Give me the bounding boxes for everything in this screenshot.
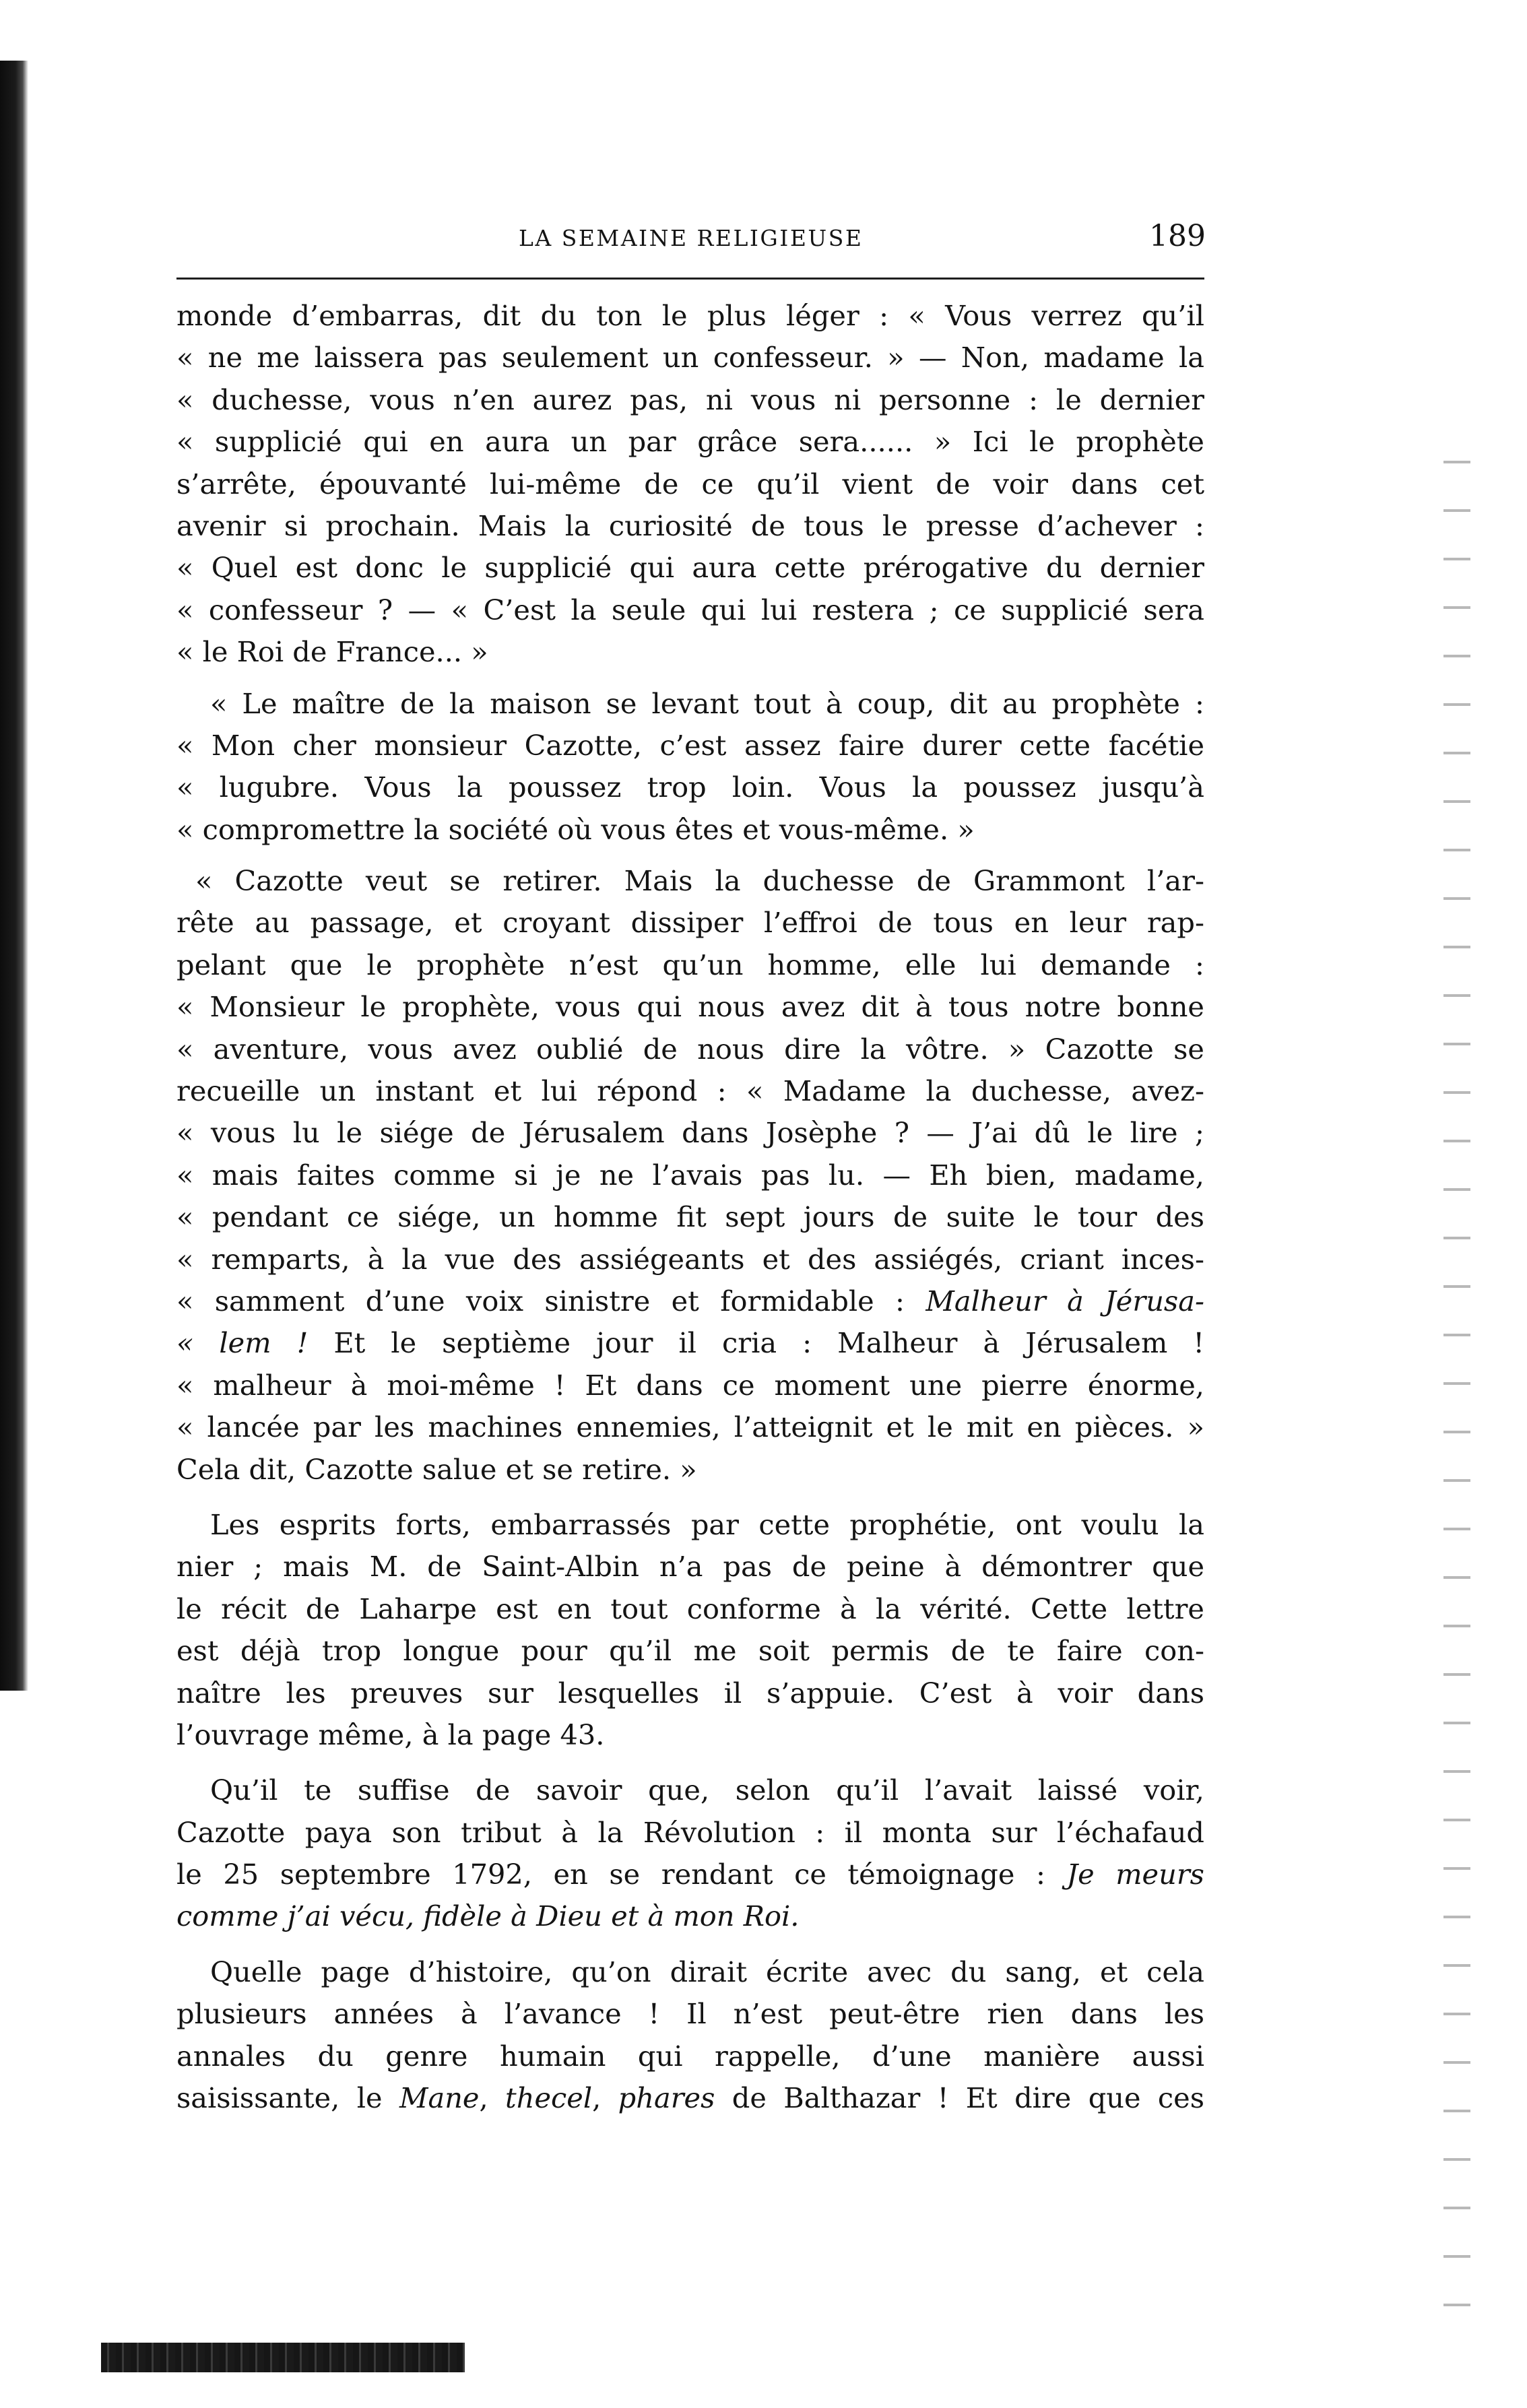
italic-fragment: Malheur à Jérusa- bbox=[925, 1284, 1204, 1317]
text-line: « mais faites comme si je ne l’avais pas lu. — Eh bien, madame, bbox=[176, 1158, 1204, 1192]
text-line: « vous lu le siége de Jérusalem dans Josèphe ? — J’ai dû le lire ; bbox=[176, 1116, 1204, 1150]
text-line: annales du genre humain qui rappelle, d’une manière aussi bbox=[176, 2039, 1204, 2073]
text-line-with-italic bbox=[176, 1280, 1204, 1322]
scan-edge-left bbox=[0, 61, 28, 1691]
text-line: est déjà trop longue pour qu’il me soit permis de te faire con- bbox=[176, 1634, 1204, 1668]
text-line: s’arrête, épouvanté lui-même de ce qu’il vient de voir dans cet bbox=[176, 467, 1204, 500]
text-line: « Monsieur le prophète, vous qui nous avez dit à tous notre bonne bbox=[176, 990, 1204, 1024]
text-fragment: saisissante, le bbox=[176, 2081, 383, 2115]
text-line-with-italic bbox=[176, 1854, 1204, 1895]
italic-fragment: comme j’ai vécu, fidèle à Dieu et à mon Roi. bbox=[176, 1899, 800, 1933]
running-title: LA SEMAINE RELIGIEUSE bbox=[519, 225, 864, 251]
text-line: « lancée par les machines ennemies, l’atteignit et le mit en pièces. » bbox=[176, 1410, 1204, 1444]
separator: , bbox=[592, 2081, 618, 2115]
italic-fragment: Mane bbox=[399, 2081, 480, 2115]
text-line: « pendant ce siége, un homme fit sept jours de suite le tour des bbox=[176, 1200, 1204, 1234]
text-line: monde d’embarras, dit du ton le plus léger : « Vous verrez qu’il bbox=[176, 299, 1204, 332]
text-line-italic bbox=[176, 1895, 1204, 1937]
text-line: « ne me laissera pas seulement un confesseur. » — Non, madame la bbox=[176, 341, 1204, 375]
text-line: avenir si prochain. Mais la curiosité de tous le presse d’achever : bbox=[176, 509, 1204, 542]
scan-speckles bbox=[1443, 438, 1470, 2337]
body-text bbox=[176, 295, 1204, 2119]
separator: , bbox=[479, 2081, 506, 2115]
text-line-with-italic bbox=[176, 1322, 1204, 1364]
text-line: Les esprits forts, embarrassés par cette prophétie, ont voulu la bbox=[210, 1507, 1204, 1541]
text-line: « remparts, à la vue des assiégeants et des assiégés, criant inces- bbox=[176, 1242, 1204, 1276]
text-line: « aventure, vous avez oublié de nous dire la vôtre. » Cazotte se bbox=[176, 1032, 1204, 1066]
italic-fragment: « lem ! bbox=[176, 1326, 308, 1360]
text-line: naître les preuves sur lesquelles il s’appuie. C’est à voir dans bbox=[176, 1676, 1204, 1710]
text-line: « lugubre. Vous la poussez trop loin. Vous la poussez jusqu’à bbox=[176, 771, 1204, 804]
header-rule bbox=[176, 278, 1204, 280]
text-line: Qu’il te suffise de savoir que, selon qu’il l’avait laissé voir, bbox=[210, 1774, 1204, 1807]
text-line: rête au passage, et croyant dissiper l’effroi de tous en leur rap- bbox=[176, 906, 1204, 940]
italic-fragment: phares bbox=[618, 2081, 715, 2115]
text-line: pelant que le prophète n’est qu’un homme, elle lui demande : bbox=[176, 948, 1204, 981]
text-line: « Quel est donc le supplicié qui aura cette prérogative du dernier bbox=[176, 551, 1204, 585]
text-line: « Cazotte veut se retirer. Mais la duchesse de Grammont l’ar- bbox=[195, 864, 1204, 898]
page-number: 189 bbox=[1149, 219, 1206, 253]
text-line: Quelle page d’histoire, qu’on dirait écrite avec du sang, et cela bbox=[210, 1955, 1204, 1988]
text-line: nier ; mais M. de Saint-Albin n’a pas de peine à démontrer que bbox=[176, 1550, 1204, 1584]
italic-fragment: Je meurs bbox=[1066, 1858, 1204, 1891]
text-line: Cela dit, Cazotte salue et se retire. » bbox=[176, 1452, 697, 1486]
text-fragment: le 25 septembre 1792, en se rendant ce témoignage : bbox=[176, 1858, 1045, 1891]
text-fragment: Et le septième jour il cria : Malheur à Jérusalem ! bbox=[308, 1326, 1204, 1360]
text-line: « Mon cher monsieur Cazotte, c’est assez faire durer cette facétie bbox=[176, 728, 1204, 762]
text-line: « confesseur ? — « C’est la seule qui lui restera ; ce supplicié sera bbox=[176, 593, 1204, 626]
text-line: plusieurs années à l’avance ! Il n’est peut-être rien dans les bbox=[176, 1997, 1204, 2031]
scan-edge-bottom bbox=[101, 2343, 465, 2372]
text-line: recueille un instant et lui répond : « Madame la duchesse, avez- bbox=[176, 1074, 1204, 1108]
page-header bbox=[485, 219, 1206, 259]
text-line: « compromettre la société où vous êtes et vous-même. » bbox=[176, 812, 975, 846]
text-line: « Le maître de la maison se levant tout à coup, dit au prophète : bbox=[210, 686, 1204, 720]
text-fragment: « samment d’une voix sinistre et formidable : bbox=[176, 1284, 905, 1317]
text-line: Cazotte paya son tribut à la Révolution : il monta sur l’échafaud bbox=[176, 1815, 1204, 1849]
italic-fragment: thecel bbox=[505, 2081, 593, 2115]
text-line: « duchesse, vous n’en aurez pas, ni vous ni personne : le dernier bbox=[176, 383, 1204, 416]
text-line: l’ouvrage même, à la page 43. bbox=[176, 1718, 605, 1751]
text-line-with-italic bbox=[176, 2077, 1204, 2119]
text-line: le récit de Laharpe est en tout conforme à la vérité. Cette lettre bbox=[176, 1592, 1204, 1625]
text-line: « supplicié qui en aura un par grâce sera...... » Ici le prophète bbox=[176, 425, 1204, 459]
text-fragment: de Balthazar ! Et dire que ces bbox=[732, 2081, 1205, 2115]
text-line: « le Roi de France... » bbox=[176, 635, 488, 669]
text-line: « malheur à moi-même ! Et dans ce moment une pierre énorme, bbox=[176, 1368, 1204, 1402]
